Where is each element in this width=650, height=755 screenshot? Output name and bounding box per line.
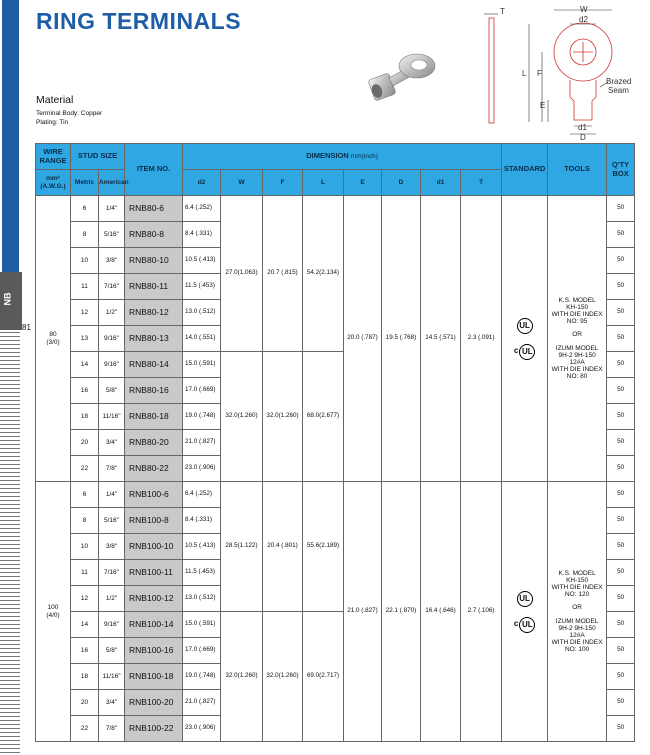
stud-metric: 8 <box>71 508 99 534</box>
dim-d2: 13.0 (.512) <box>183 300 221 326</box>
header-col-d1: d1 <box>421 170 461 196</box>
dim-d2: 17.0 (.669) <box>183 638 221 664</box>
qty-cell: 50 <box>607 456 635 482</box>
tools-ks-line: K.S. MODEL <box>558 569 596 577</box>
ul-mark-text: UL <box>517 591 533 607</box>
tools-or: OR <box>572 604 582 612</box>
dim-d: 22.1 (.870) <box>382 482 421 742</box>
dim-w: 32.0(1.260) <box>221 612 263 742</box>
stud-american: 3/8" <box>99 248 125 274</box>
terminal-dimension-drawing <box>470 2 640 142</box>
dim-d2: 14.0 (.551) <box>183 326 221 352</box>
header-tools-label: TOOLS <box>564 164 590 174</box>
stud-american: 9/16" <box>99 612 125 638</box>
dim-d2: 21.0 (.827) <box>183 690 221 716</box>
qty-cell: 50 <box>607 638 635 664</box>
header-dimension-unit: mm(inch) <box>350 153 378 161</box>
header-qty-label: Q'TY BOX <box>611 160 630 178</box>
dim-d2: 10.5 (.413) <box>183 248 221 274</box>
header-dimension <box>183 144 502 170</box>
qty-cell: 50 <box>607 586 635 612</box>
page-number: 81 <box>22 323 31 332</box>
header-awg-label: (A.W.G.) <box>40 182 66 190</box>
item-number: RNB100-16 <box>125 638 183 664</box>
item-number: RNB80-14 <box>125 352 183 378</box>
tools-ks-line: NO: 120 <box>564 591 590 599</box>
qty-cell: 50 <box>607 690 635 716</box>
drawing-label-l: L <box>522 69 527 78</box>
qty-cell: 50 <box>607 222 635 248</box>
tools-cell <box>548 482 607 742</box>
stud-metric: 12 <box>71 586 99 612</box>
stud-metric: 10 <box>71 248 99 274</box>
stud-american: 11/16" <box>99 664 125 690</box>
dim-f: 20.7 (.815) <box>263 196 303 352</box>
dim-t: 2.7 (.106) <box>461 482 502 742</box>
tools-ks-line: KH-150 <box>566 303 589 311</box>
stud-metric: 22 <box>71 456 99 482</box>
stud-metric: 18 <box>71 664 99 690</box>
stud-metric: 18 <box>71 404 99 430</box>
dim-d2: 11.5 (.453) <box>183 274 221 300</box>
dim-w: 27.0(1.063) <box>221 196 263 352</box>
stud-metric: 22 <box>71 716 99 742</box>
stud-metric: 14 <box>71 612 99 638</box>
dim-d2: 23.0 (.906) <box>183 456 221 482</box>
header-stud-size <box>71 144 125 170</box>
stud-american: 7/8" <box>99 456 125 482</box>
stud-american: 9/16" <box>99 352 125 378</box>
header-metric-label: Metric <box>74 178 95 186</box>
tools-ks-line: NO: 95 <box>566 318 588 326</box>
dim-d1: 16.4 (.646) <box>421 482 461 742</box>
wire-range-cell <box>36 482 71 742</box>
item-number: RNB100-22 <box>125 716 183 742</box>
header-col-w: W <box>221 170 263 196</box>
dim-d2: 23.0 (.906) <box>183 716 221 742</box>
material-heading: Material <box>36 94 74 106</box>
dim-w: 28.5(1.122) <box>221 482 263 612</box>
tools-ks-line: KH-150 <box>566 576 589 584</box>
stud-metric: 6 <box>71 482 99 508</box>
stud-american: 7/16" <box>99 274 125 300</box>
page-title: RING TERMINALS <box>36 8 242 34</box>
dim-w: 32.0(1.260) <box>221 352 263 482</box>
tools-izumi-line: IZUMI MODEL <box>555 617 599 625</box>
dim-d1: 14.5 (.571) <box>421 196 461 482</box>
item-number: RNB100-20 <box>125 690 183 716</box>
header-wire-unit-label: mm² <box>46 175 60 183</box>
header-american-label: American <box>99 178 129 186</box>
dim-d2: 6.4 (.252) <box>183 196 221 222</box>
tools-izumi-line: 12#A <box>569 358 585 366</box>
table-row <box>36 196 635 222</box>
ul-listed-icon <box>517 591 533 607</box>
header-tools <box>548 144 607 196</box>
dim-d2: 10.5 (.413) <box>183 534 221 560</box>
tools-izumi-line: 12#A <box>569 631 585 639</box>
stud-metric: 13 <box>71 326 99 352</box>
dim-d2: 19.0 (.748) <box>183 664 221 690</box>
stud-metric: 12 <box>71 300 99 326</box>
header-american <box>99 170 129 196</box>
drawing-label-f: F <box>537 69 542 78</box>
dim-d2: 15.0 (.591) <box>183 352 221 378</box>
ul-listed-icon <box>517 318 533 334</box>
drawing-label-e: E <box>540 101 546 110</box>
stud-metric: 6 <box>71 196 99 222</box>
tools-izumi-line: 9H-2 9H-150 <box>558 624 596 632</box>
dim-f: 32.0(1.260) <box>263 612 303 742</box>
stud-american: 1/2" <box>99 586 125 612</box>
stud-american: 7/16" <box>99 560 125 586</box>
header-metric <box>71 170 99 196</box>
wire-range-awg: (3/0) <box>46 338 60 346</box>
tools-izumi-line: IZUMI MODEL <box>555 344 599 352</box>
cul-c-glyph: c <box>513 619 519 629</box>
qty-cell: 50 <box>607 612 635 638</box>
item-number: RNB100-8 <box>125 508 183 534</box>
item-number: RNB80-12 <box>125 300 183 326</box>
header-col-l: L <box>303 170 344 196</box>
item-number: RNB80-22 <box>125 456 183 482</box>
qty-cell: 50 <box>607 430 635 456</box>
dim-d2: 8.4 (.331) <box>183 508 221 534</box>
drawing-label-w: W <box>580 5 588 14</box>
dim-d2: 13.0 (.512) <box>183 586 221 612</box>
ring-terminal-spec-table <box>35 143 635 742</box>
header-col-d2: d2 <box>183 170 221 196</box>
item-number: RNB100-10 <box>125 534 183 560</box>
header-stud-size-label: STUD SIZE <box>77 151 118 161</box>
qty-cell: 50 <box>607 404 635 430</box>
material-plating-text: Plating: Tin <box>36 119 69 126</box>
dim-d2: 21.0 (.827) <box>183 430 221 456</box>
ul-marks <box>502 318 547 360</box>
qty-cell: 50 <box>607 274 635 300</box>
header-col-f: F <box>263 170 303 196</box>
item-number: RNB100-12 <box>125 586 183 612</box>
drawing-label-d1: d1 <box>578 123 587 132</box>
qty-cell: 50 <box>607 196 635 222</box>
header-col-t: T <box>461 170 502 196</box>
stud-american: 5/8" <box>99 638 125 664</box>
drawing-label-seam: Seam <box>608 86 629 95</box>
dim-d2: 17.0 (.669) <box>183 378 221 404</box>
dim-f: 32.0(1.260) <box>263 352 303 482</box>
stud-american: 1/4" <box>99 196 125 222</box>
tools-ks-line: WITH DIE INDEX <box>551 311 603 319</box>
stud-american: 3/4" <box>99 690 125 716</box>
dim-e: 21.0 (.827) <box>344 482 382 742</box>
header-dimension-label: DIMENSION <box>306 151 349 161</box>
item-number: RNB100-18 <box>125 664 183 690</box>
header-standard-label: STANDARD <box>503 164 546 174</box>
item-number: RNB100-11 <box>125 560 183 586</box>
qty-cell: 50 <box>607 664 635 690</box>
qty-cell: 50 <box>607 482 635 508</box>
stud-metric: 10 <box>71 534 99 560</box>
drawing-label-d: D <box>580 133 586 142</box>
header-item-no-label: ITEM NO. <box>136 164 171 174</box>
item-number: RNB80-18 <box>125 404 183 430</box>
ul-mark-text: UL <box>517 318 533 334</box>
stud-american: 9/16" <box>99 326 125 352</box>
qty-cell: 50 <box>607 560 635 586</box>
drawing-label-t: T <box>500 7 505 16</box>
header-standard <box>502 144 548 196</box>
tools-izumi-line: 9H-2 9H-150 <box>558 351 596 359</box>
tools-ks-line: K.S. MODEL <box>558 296 596 304</box>
stud-american: 1/4" <box>99 482 125 508</box>
wire-range-mm: 80 <box>49 331 57 339</box>
side-blue-bar <box>2 0 19 272</box>
dim-d: 19.5 (.768) <box>382 196 421 482</box>
qty-cell: 50 <box>607 300 635 326</box>
header-wire-unit <box>36 170 71 196</box>
stud-metric: 20 <box>71 690 99 716</box>
ul-marks <box>502 591 547 633</box>
cul-listed-icon <box>514 344 535 360</box>
item-number: RNB80-16 <box>125 378 183 404</box>
wire-range-awg: (4/0) <box>46 611 60 619</box>
stud-american: 5/16" <box>99 508 125 534</box>
dim-l: 55.6(2.189) <box>303 482 344 612</box>
dim-d2: 8.4 (.331) <box>183 222 221 248</box>
stud-metric: 16 <box>71 378 99 404</box>
stud-american: 7/8" <box>99 716 125 742</box>
stud-metric: 20 <box>71 430 99 456</box>
stud-metric: 14 <box>71 352 99 378</box>
dim-d2: 11.5 (.453) <box>183 560 221 586</box>
stud-american: 11/16" <box>99 404 125 430</box>
side-index-lines <box>0 332 20 755</box>
stud-metric: 11 <box>71 274 99 300</box>
dim-d2: 6.4 (.252) <box>183 482 221 508</box>
cul-c-glyph: c <box>513 346 519 356</box>
item-number: RNB100-14 <box>125 612 183 638</box>
tools-izumi-line: NO: 100 <box>564 646 590 654</box>
stud-metric: 8 <box>71 222 99 248</box>
qty-cell: 50 <box>607 508 635 534</box>
qty-cell: 50 <box>607 352 635 378</box>
dim-e: 20.0 (.787) <box>344 196 382 482</box>
header-wire-range-label: WIRE RANGE <box>39 147 67 165</box>
tools-izumi-line: WITH DIE INDEX <box>551 365 603 373</box>
terminal-photo <box>367 48 439 106</box>
side-section-tab <box>0 272 22 330</box>
qty-cell: 50 <box>607 534 635 560</box>
stud-metric: 16 <box>71 638 99 664</box>
header-wire-range <box>36 144 71 170</box>
stud-american: 3/4" <box>99 430 125 456</box>
stud-american: 3/8" <box>99 534 125 560</box>
dim-l: 68.0(2.677) <box>303 352 344 482</box>
qty-cell: 50 <box>607 248 635 274</box>
stud-metric: 11 <box>71 560 99 586</box>
cul-mark-text: UL <box>519 617 535 633</box>
item-number: RNB80-11 <box>125 274 183 300</box>
header-col-e: E <box>344 170 382 196</box>
dim-l: 69.0(2.717) <box>303 612 344 742</box>
header-col-d: D <box>382 170 421 196</box>
standard-cell <box>502 196 548 482</box>
qty-cell: 50 <box>607 378 635 404</box>
dim-d2: 15.0 (.591) <box>183 612 221 638</box>
item-number: RNB80-13 <box>125 326 183 352</box>
spec-table-body <box>36 196 635 742</box>
stud-american: 1/2" <box>99 300 125 326</box>
drawing-label-brazed: Brazed <box>606 77 632 86</box>
cul-listed-icon <box>514 617 535 633</box>
side-index-strip <box>0 0 22 755</box>
tools-or: OR <box>572 331 582 339</box>
stud-american: 5/8" <box>99 378 125 404</box>
drawing-label-d2: d2 <box>579 15 588 24</box>
item-number: RNB100-6 <box>125 482 183 508</box>
dim-t: 2.3 (.091) <box>461 196 502 482</box>
dim-f: 20.4 (.801) <box>263 482 303 612</box>
standard-cell <box>502 482 548 742</box>
dim-l: 54.2(2.134) <box>303 196 344 352</box>
item-number: RNB80-20 <box>125 430 183 456</box>
item-number: RNB80-10 <box>125 248 183 274</box>
qty-cell: 50 <box>607 326 635 352</box>
tools-ks-line: WITH DIE INDEX <box>551 584 603 592</box>
header-item-no <box>125 144 183 196</box>
stud-american: 5/16" <box>99 222 125 248</box>
header-qty <box>607 144 635 196</box>
tools-cell <box>548 196 607 482</box>
qty-cell: 50 <box>607 716 635 742</box>
tools-izumi-line: WITH DIE INDEX <box>551 638 603 646</box>
side-tab-label: NB <box>2 292 13 306</box>
wire-range-cell <box>36 196 71 482</box>
tools-izumi-line: NO: 80 <box>566 373 588 381</box>
table-row <box>36 482 635 508</box>
material-body-text: Terminal Body: Copper <box>36 110 103 117</box>
item-number: RNB80-6 <box>125 196 183 222</box>
cul-mark-text: UL <box>519 344 535 360</box>
item-number: RNB80-8 <box>125 222 183 248</box>
wire-range-mm: 100 <box>47 604 59 612</box>
dim-d2: 19.0 (.748) <box>183 404 221 430</box>
